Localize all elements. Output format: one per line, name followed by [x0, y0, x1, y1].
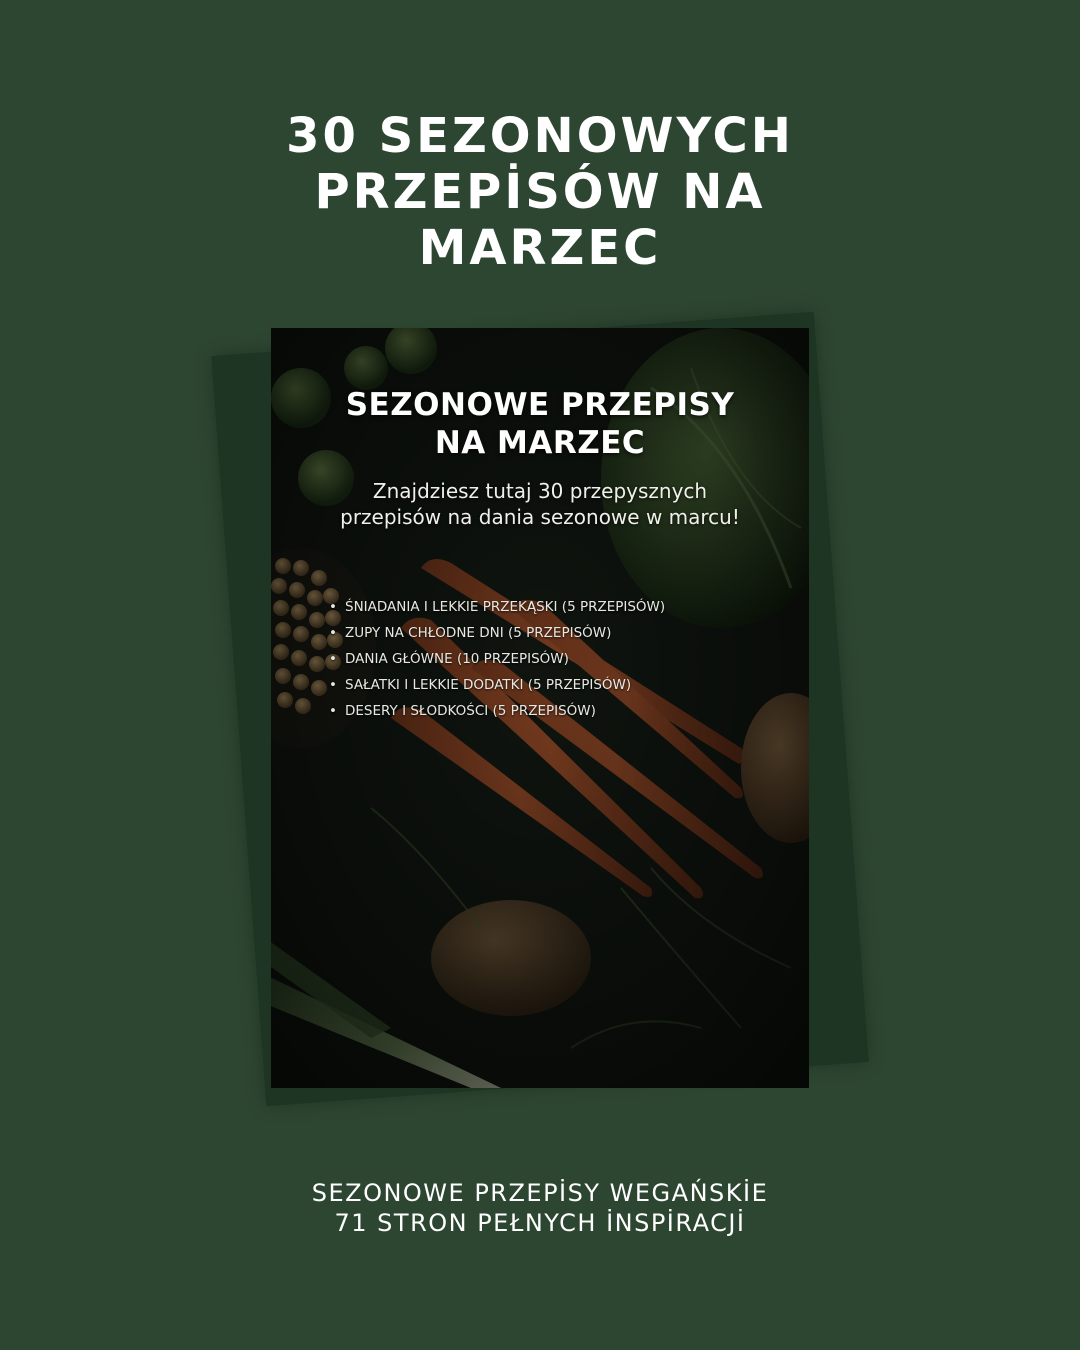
- list-item-text: ZUPY NA CHŁODNE DNI (5 PRZEPISÓW): [345, 625, 612, 641]
- headline-line-2: PRZEPİSÓW NA: [314, 164, 766, 220]
- list-item: [329, 646, 799, 672]
- cover-title: [271, 386, 809, 462]
- list-item: [329, 672, 799, 698]
- list-item-text: DANIA GŁÓWNE (10 PRZEPISÓW): [345, 651, 569, 667]
- bullet-icon: •: [329, 599, 337, 615]
- headline-line-3: MARZEC: [418, 220, 662, 276]
- footer-line-1: SEZONOWE PRZEPİSY WEGAŃSKİE: [311, 1179, 769, 1207]
- footer-caption: [0, 1178, 1080, 1238]
- list-item-text: ŚNIADANIA I LEKKIE PRZEKĄSKI (5 PRZEPISÓW): [345, 599, 666, 615]
- list-item-text: DESERY I SŁODKOŚCI (5 PRZEPISÓW): [345, 703, 596, 719]
- list-item-text: SAŁATKI I LEKKIE DODATKI (5 PRZEPISÓW): [345, 677, 632, 693]
- cover-title-line-2: NA MARZEC: [434, 425, 646, 461]
- cover-contents-list: [329, 594, 799, 724]
- bullet-icon: •: [329, 703, 337, 719]
- footer-line-2: 71 STRON PEŁNYCH İNSPİRACJİ: [334, 1209, 746, 1237]
- list-item: [329, 594, 799, 620]
- bullet-icon: •: [329, 651, 337, 667]
- list-item: [329, 698, 799, 724]
- headline-line-1: 30 SEZONOWYCH: [286, 108, 794, 164]
- list-item: [329, 620, 799, 646]
- cover-title-line-1: SEZONOWE PRZEPISY: [345, 387, 735, 423]
- ebook-cover: [271, 328, 809, 1088]
- bullet-icon: •: [329, 677, 337, 693]
- bullet-icon: •: [329, 625, 337, 641]
- cover-subtitle: Znajdziesz tutaj 30 przepysznych przepisów na dania sezonowe w marcu!: [340, 479, 740, 529]
- headline: [0, 108, 1080, 276]
